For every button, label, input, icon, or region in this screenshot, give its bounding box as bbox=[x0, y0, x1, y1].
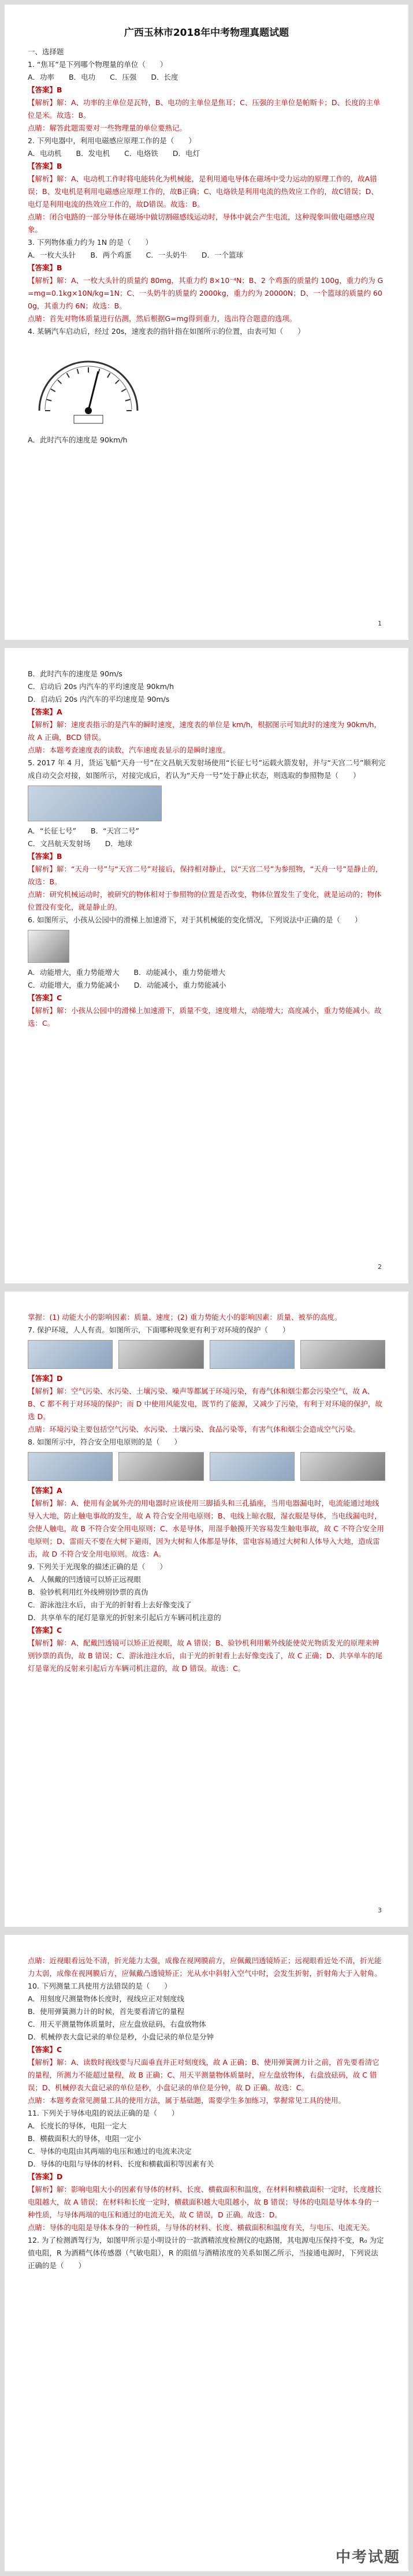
question-line: C．启动后 20s 内汽车的平均速度是 90km/h bbox=[28, 682, 174, 691]
answer-line: 【答案】C bbox=[28, 2045, 62, 2054]
environment-image bbox=[28, 1340, 113, 1369]
explanation-line: 【解析】解：影响电阻大小的因素有导体的材料、长度、横截面积和温度，在材料和横截面积一定时，长度越长电阻越大，故 A 错误；在材料和长度一定时，横截面积越大电阻越小，故 B 错误；导体的电阻是导体本身的一种性质，与导体两端的电压和通过的电流无关，故 C 错误，D 正确。故选：D。 bbox=[28, 2185, 382, 2219]
slide-figure bbox=[28, 930, 385, 963]
tip-line: 点睛：导体的电阻是导体本身的一种性质，与导体的材料、长度、横截面积和温度有关，与电压、电流无关。 bbox=[28, 2223, 375, 2232]
page-number: 1 bbox=[378, 620, 382, 627]
environment-image bbox=[118, 1340, 203, 1369]
question-line: 9. 下列关于光现象的描述正确的是（ ） bbox=[28, 1562, 167, 1571]
tip-line: 点睛：解答此题需要对一些物理量的单位要熟记。 bbox=[28, 124, 187, 132]
question-line: A．人佩戴的凹透镜可以矫正远视眼 bbox=[28, 1575, 142, 1584]
answer-line: 【答案】A bbox=[28, 708, 62, 716]
tip-line: 掌握：(1) 动能大小的影响因素：质量、速度；(2) 重力势能大小的影响因素：质量、被举的高度。 bbox=[28, 1313, 342, 1321]
question-line: B．横截面积大的导体，电阻一定小 bbox=[28, 2134, 142, 2143]
question-line: B．此时汽车的速度是 90m/s bbox=[28, 669, 122, 678]
question-line: C．导体的电阻由其两端的电压和通过的电流来决定 bbox=[28, 2147, 192, 2156]
tip-line: 点睛：近视眼看远处不清，折光能力太强，成像在视网膜前方，应佩戴凹透镜矫正；远视眼看近处不清，折光能力太弱，成像在视网膜后方，应佩戴凸透镜矫正；光从水中斜射入空气中时，会发生折射，折射角大于入射角。 bbox=[28, 1956, 382, 1978]
electricity-figure bbox=[28, 1452, 385, 1481]
question-line: D．共享单车的尾灯是靠光的折射来引起后方车辆司机注意的 bbox=[28, 1613, 221, 1622]
question-line: A．长度长的导体，电阻一定大 bbox=[28, 2121, 127, 2130]
question-line: A．用刻度尺测量物体长度时，视线应正对刻度线 bbox=[28, 1994, 185, 2003]
question-line: 1. “焦耳”是下列哪个物理量的单位（ ） bbox=[28, 60, 168, 69]
question-line: 11. 下列关于导体电阻的说法正确的是（ ） bbox=[28, 2109, 179, 2117]
slide-image bbox=[28, 930, 69, 963]
answer-line: 【答案】C bbox=[28, 1626, 62, 1635]
question-line: 8. 如图所示中，符合安全用电原则的是（ ） bbox=[28, 1438, 181, 1446]
question-line: B．使用弹簧测力计的时候，首先要看清它的量程 bbox=[28, 2007, 185, 2016]
page-number: 2 bbox=[378, 1263, 382, 1271]
question-line: C．文昌航天发射场 D．地球 bbox=[28, 839, 132, 848]
answer-line: 【答案】B bbox=[28, 263, 62, 272]
question-line: 一、选择题 bbox=[28, 47, 64, 56]
environment-option bbox=[118, 1340, 203, 1369]
answer-line: 【答案】A bbox=[28, 1486, 62, 1495]
question-line: C．用天平测量物体质量时，应左盘放砝码，右盘放物体 bbox=[28, 2020, 206, 2028]
question-line: A．“长征七号” B．“天宫二号” bbox=[28, 827, 140, 835]
spacecraft-image bbox=[28, 786, 162, 821]
explanation-line: 【解析】解：速度表指示的是汽车的瞬时速度，速度表的单位是 km/h，根据图示可知此时的速度为 90km/h，故 A 正确，BCD 错误。 bbox=[28, 720, 381, 742]
question-line: 10. 下列测量工具使用方法错误的是（ ） bbox=[28, 1982, 172, 1990]
answer-line: 【答案】B bbox=[28, 852, 62, 861]
question-line: A．此时汽车的速度是 90km/h bbox=[28, 435, 128, 444]
answer-line: 【答案】D bbox=[28, 2172, 63, 2181]
question-line: D．机械停表大盘记录的单位是秒，小盘记录的单位是分钟 bbox=[28, 2032, 214, 2041]
electricity-image bbox=[210, 1452, 295, 1481]
answer-line: 【答案】C bbox=[28, 993, 62, 1002]
question-line: A．电动机 B．发电机 C．电烙铁 D．电灯 bbox=[28, 149, 200, 158]
explanation-line: 【解析】解：小孩从公园中的滑梯上加速滑下，质量不变，速度增大，动能增大；高度减小，重力势能减小。故选：C。 bbox=[28, 1006, 382, 1028]
page bbox=[5, 1291, 408, 1927]
page-number: 3 bbox=[378, 1907, 382, 1914]
doc-title: 广西玉林市2018年中考物理真题试题 bbox=[124, 27, 289, 39]
question-line: A．一枚大头针 B．两个鸡蛋 C．一头奶牛 D．一个篮球 bbox=[28, 251, 243, 259]
speedometer-figure bbox=[28, 341, 385, 430]
question-line: A．功率 B．电功 C．压强 D．长度 bbox=[28, 73, 178, 81]
question-line: D．导体的电阻与导体的材料、长度和横截面积等因素有关 bbox=[28, 2160, 214, 2168]
environment-image bbox=[210, 1340, 295, 1369]
explanation-line: 【解析】解：A、读数时视线要与尺面垂直并正对刻度线，故 A 正确；B、使用弹簧测力计之前，首先要看清它的量程，所测力不能超过量程，故 B 正确；C、用天平测量物体质量时，应左盘放物体，右盘放砝码，故 C 错误；D、机械停表大盘记录的单位是秒，小盘记录的单位是分钟，故 D 正确。故选：C。 bbox=[28, 2058, 379, 2092]
question-line: 4. 某辆汽车启动后，经过 20s，速度表的指针指在如图所示的位置，由表可知（ ） bbox=[28, 327, 305, 336]
spacecraft-figure bbox=[28, 786, 385, 821]
environment-figure bbox=[28, 1340, 385, 1369]
explanation-line: 【解析】解：A、配戴凹透镜可以矫正近视眼，故 A 错误；B、验钞机利用紫外线能使荧光物质发光的原理来辨别钞票的真伪，故 B 错误；C、游泳池注水后，由于光的折射看上去好像变浅了，故 C 正确；D、共享单车的尾灯是靠光的反射来引起后方车辆司机注意的，故 D 错误。故选：C。 bbox=[28, 1639, 383, 1673]
explanation-line: 【解析】解：A、一枚大头针的质量约 80mg，其重力约 8×10⁻⁴N；B、2 个鸡蛋的质量约 100g，重力约为 G=mg=0.1kg×10N/kg=1N；C、一头奶牛的质量约 2000kg，重力约为 20000N；D、一个篮球的质量约 600g，其重力约 6N；故选：B。 bbox=[28, 276, 384, 310]
question-line: B．验钞机利用红外线辨别钞票的真伪 bbox=[28, 1588, 148, 1596]
tip-line: 点睛：闭合电路的一部分导体在磁场中做切割磁感线运动时，导体中就会产生电流，这种现象叫做电磁感应现象。 bbox=[28, 213, 375, 234]
page bbox=[5, 5, 408, 640]
explanation-line: 【解析】解：“天舟一号”与“天宫二号”对接后，保持相对静止，以“天宫二号”为参照物，“天舟一号”是静止的，故选：B。 bbox=[28, 865, 383, 886]
environment-image bbox=[300, 1340, 385, 1369]
tip-line: 点睛：本题考查速度表的读数，汽车速度表显示的是瞬时速度。 bbox=[28, 746, 230, 754]
question-line: D．启动后 20s 内汽车的平均速度是 90m/s bbox=[28, 695, 170, 703]
page bbox=[5, 1935, 408, 2571]
site-watermark: 中考试题 bbox=[335, 2549, 400, 2566]
answer-line: 【答案】B bbox=[28, 162, 62, 170]
question-line: 12. 为了检测酒驾行为，如图甲所示是小明设计的一款酒精浓度检测仪的电路图，其电源电压保持不变，R₀ 为定值电阻，R 为酒精气体传感器（气敏电阻），R 的阻值与酒精浓度的关系如图乙所示，当接通电源时，下列说法正确的是（ ） bbox=[28, 2236, 384, 2270]
question-line: 5. 2017 年 4 月，货运飞船“天舟一号”在文昌航天发射场使用“长征七号”运载火箭发射，并与“天宫二号”顺利完成自动交会对接，如图所示，对接完成后，若认为“天舟一号”处于静止状态，则选取的参照物是（ ） bbox=[28, 758, 385, 780]
page bbox=[5, 648, 408, 1283]
speedometer-icon bbox=[28, 341, 149, 428]
question-line: A．动能增大，重力势能增大 B．动能减小，重力势能增大 bbox=[28, 968, 226, 977]
question-line: C．动能增大，重力势能减小 D．动能减小，重力势能减小 bbox=[28, 981, 226, 989]
electricity-image bbox=[28, 1452, 113, 1481]
explanation-line: 【解析】解：A、功率的主单位是瓦特，B、电功的主单位是焦耳；C、压强的主单位是帕斯卡；D、长度的主单位是米。故选：B。 bbox=[28, 98, 381, 120]
explanation-line: 【解析】解：空气污染、水污染、土壤污染、噪声等都属于环境污染，有毒气体和烟尘都会污染空气，故 A、B、C 都不利于对环境的保护；而 D 中使用风能发电，既节约了能源，又减少了污染，有利于对环境的保护，故选 D。 bbox=[28, 1387, 382, 1421]
tip-line: 点睛：研究机械运动时，被研究的物体相对于参照物的位置是否改变，物体位置发生了变化，就是运动的；物体位置没有变化，就是静止的。 bbox=[28, 890, 382, 911]
tip-line: 点睛：环境污染主要包括空气污染、水污染、土壤污染、食品污染等，有害气体和烟尘会造成空气污染。 bbox=[28, 1425, 360, 1434]
question-line: 6. 如图所示，小孩从公园中的滑梯上加速滑下，对于其机械能的变化情况，下列说法中正确的是（ ） bbox=[28, 915, 362, 924]
environment-option bbox=[300, 1340, 385, 1369]
tip-line: 点睛：首先对物体质量进行估测，然后根据G=mg得到重力，选出符合题意的选项。 bbox=[28, 314, 297, 323]
electricity-option bbox=[28, 1452, 113, 1481]
electricity-option bbox=[300, 1452, 385, 1481]
electricity-option bbox=[118, 1452, 203, 1481]
answer-line: 【答案】B bbox=[28, 85, 62, 94]
question-line: 7. 保护环境，人人有责。如图所示，下面哪种现象更有利于对环境的保护（ ） bbox=[28, 1326, 290, 1334]
answer-line: 【答案】D bbox=[28, 1374, 63, 1383]
explanation-line: 【解析】解：A、使用有金属外壳的用电器时应该使用三脚插头和三孔插座，当用电器漏电时，电流能通过地线导入大地，防止触电事故的发生，故 A 符合安全用电原则；B、电线上晾衣服，湿衣服是导体，当电线漏电时，会使人触电，故 B 不符合安全用电原则；C、水是导体，用湿手触摸开关容易发生触电事故，故 C 不符合安全用电原则；D、雷雨天不要在大树下避雨，因为大树和人体都是导体，雷电容易通过大树和人体导入大地，造成雷击，故 D 不符合安全用电原则。故选：A。 bbox=[28, 1499, 384, 1558]
electricity-option bbox=[210, 1452, 295, 1481]
environment-option bbox=[210, 1340, 295, 1369]
tip-line: 点睛：本题考查常见测量工具的使用方法，属于基础题，需要学生多加练习，掌握常见工具的使用。 bbox=[28, 2096, 346, 2105]
question-line: 3. 下列物体重力约为 1N 的是（ ） bbox=[28, 238, 153, 247]
question-line: C．游泳池注水后，由于光的折射看上去好像变浅了 bbox=[28, 1600, 192, 1609]
environment-option bbox=[28, 1340, 113, 1369]
electricity-image bbox=[300, 1452, 385, 1481]
question-line: 2. 下列电器中，利用电磁感应原理工作的是（ ） bbox=[28, 136, 196, 145]
electricity-image bbox=[118, 1452, 203, 1481]
explanation-line: 【解析】解：A、电动机工作时将电能转化为机械能，是利用通电导体在磁场中受力运动的原理工作的，故A错误；B、发电机是利用电磁感应原理工作的，故B正确；C、电烙铁是利用电流的热效应工作的，故C错误；D、电灯是利用电流的热效应工作的，故D错误。故选：B。 bbox=[28, 174, 378, 209]
